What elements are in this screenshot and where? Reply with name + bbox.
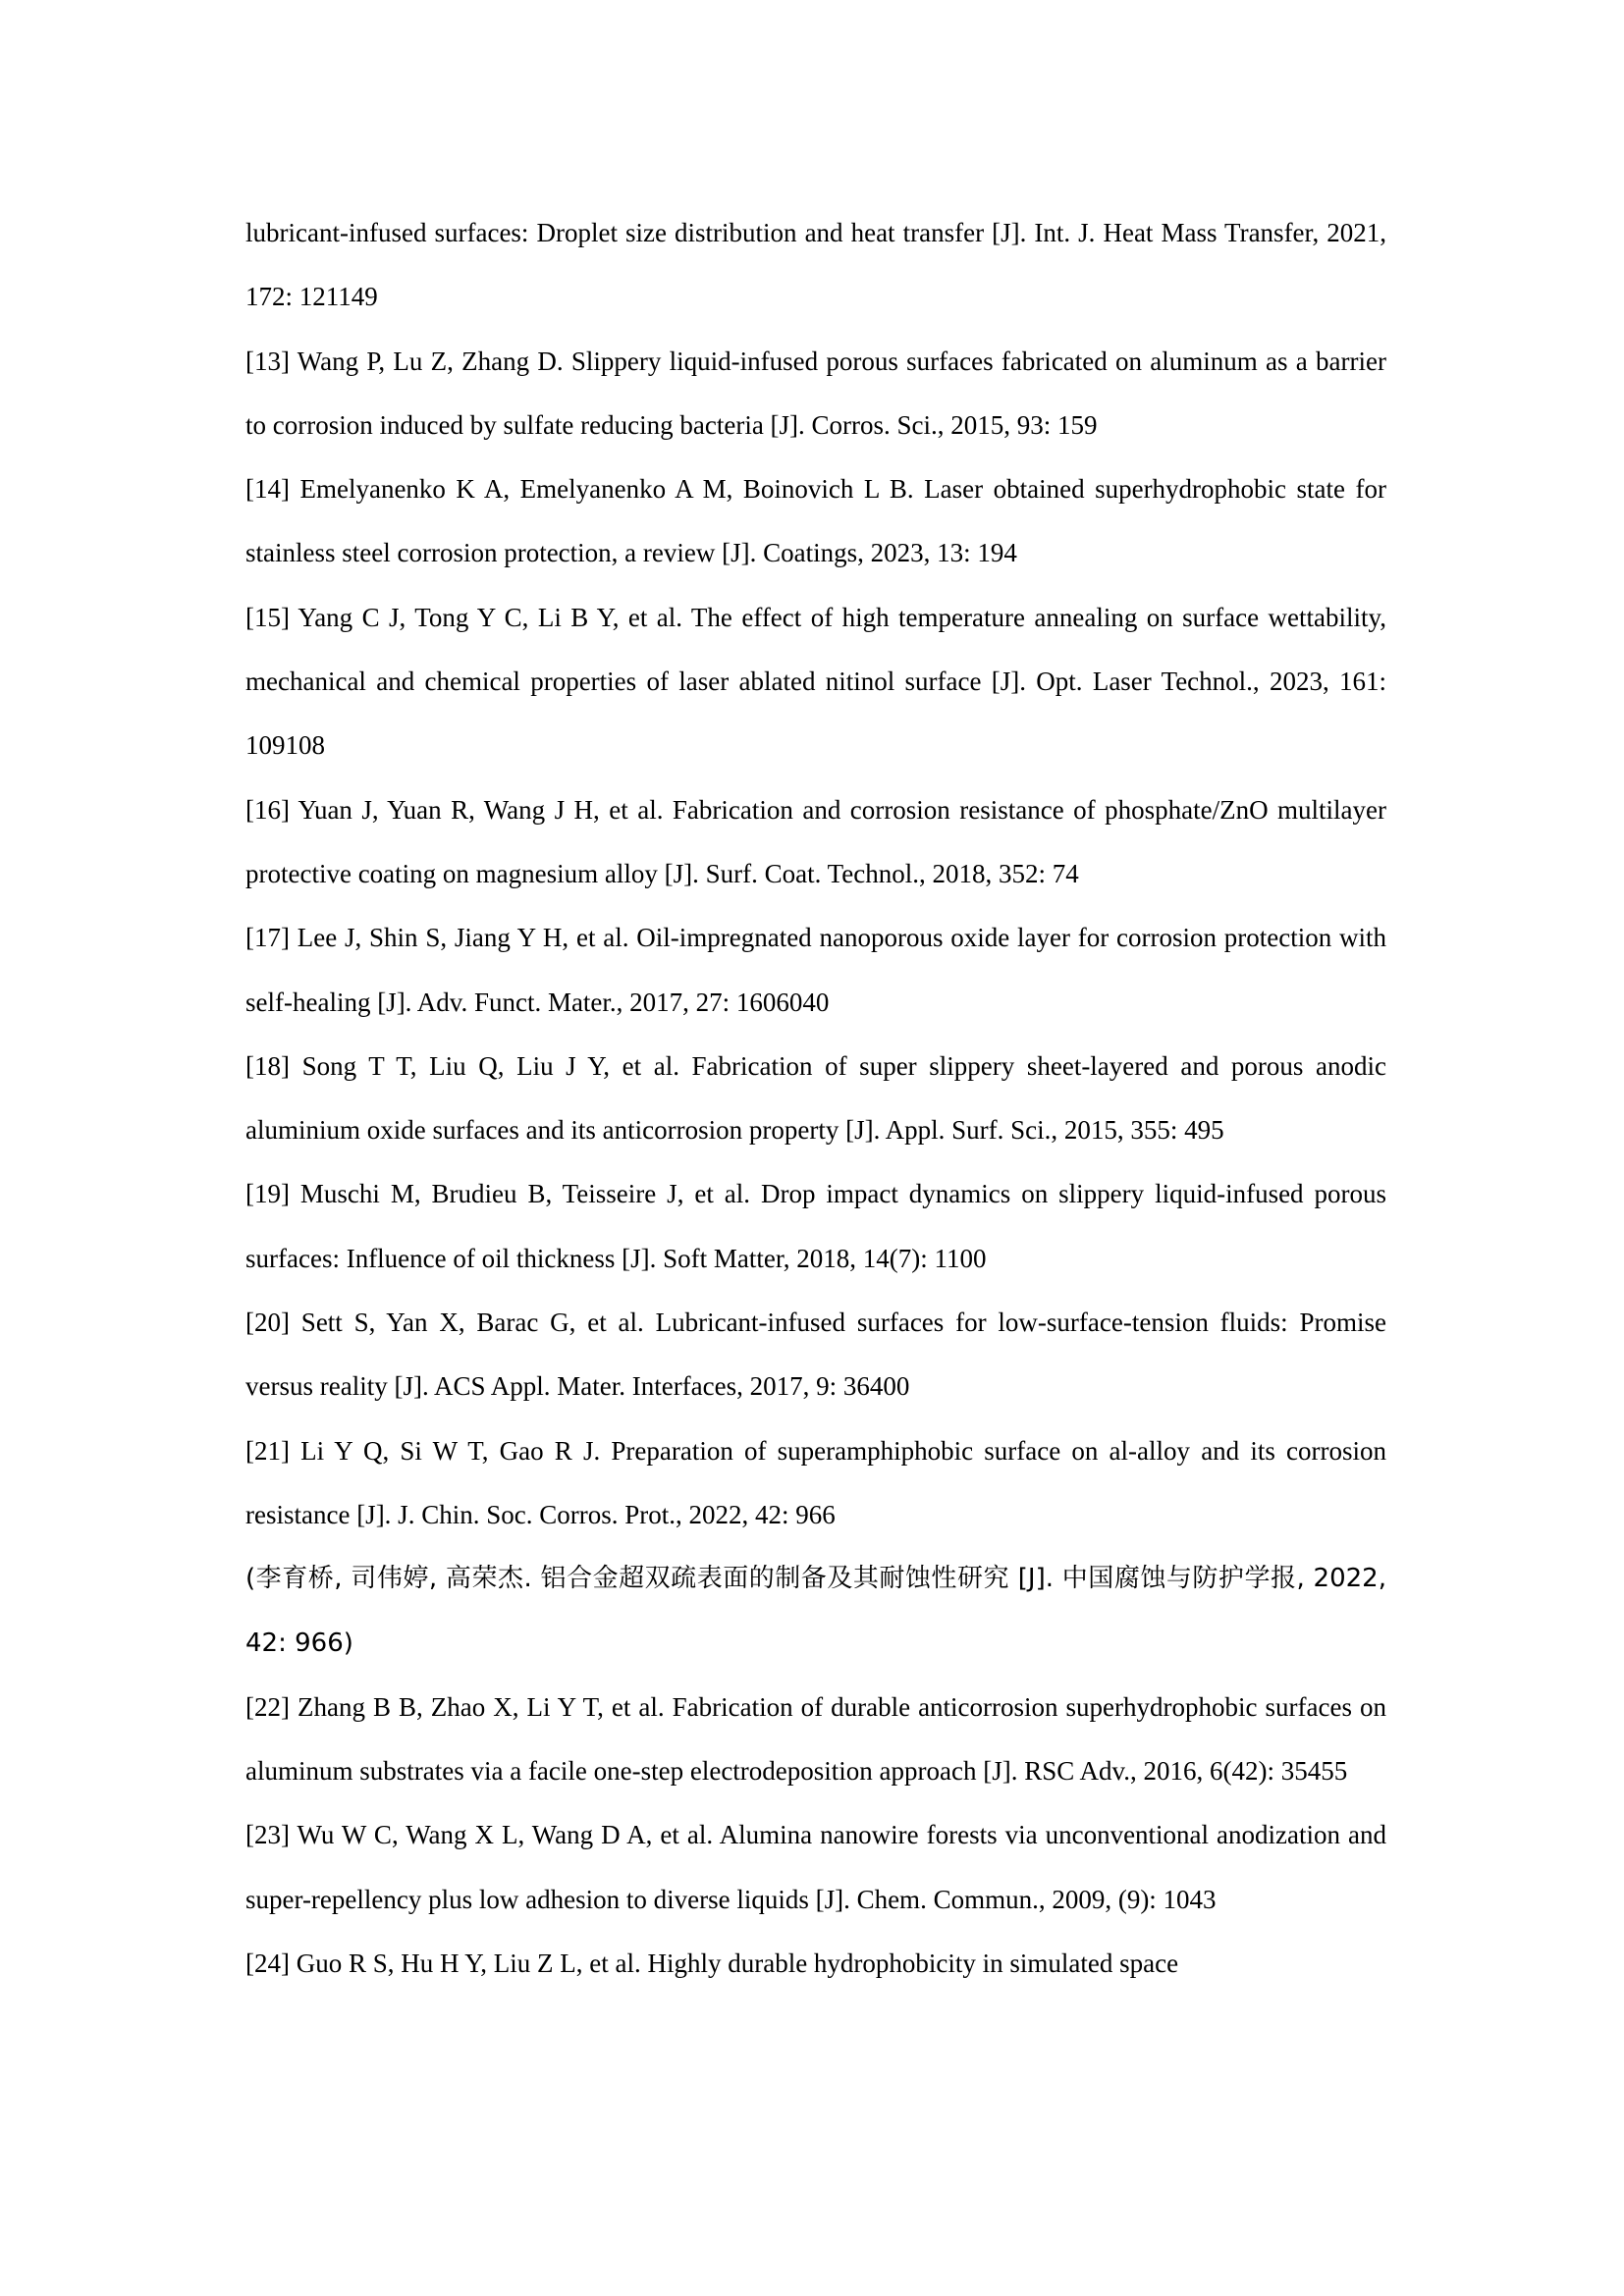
reference-item-19: [19] Muschi M, Brudieu B, Teisseire J, et al. Drop impact dynamics on slippery liquid-infused porous surfaces: Influence of oil thickness [J]. Soft Matter, 2018, 14(7): 1100 (245, 1179, 1386, 1273)
reference-item-13: [13] Wang P, Lu Z, Zhang D. Slippery liquid-infused porous surfaces fabricated on aluminum as a barrier to corrosion induced by sulfate reducing bacteria [J]. Corros. Sci., 2015, 93: 159 (245, 346, 1386, 440)
reference-item-12-continued: lubricant-infused surfaces: Droplet size distribution and heat transfer [J]. Int. J. Heat Mass Transfer, 2021, 172: 121149 (245, 218, 1386, 312)
reference-item-22: [22] Zhang B B, Zhao X, Li Y T, et al. Fabrication of durable anticorrosion superhydrophobic surfaces on aluminum substrates via a facile one-step electrodeposition approach [J]. RSC Adv., 2016, 6(42): 35455 (245, 1691, 1386, 1787)
reference-item-15: [15] Yang C J, Tong Y C, Li B Y, et al. The effect of high temperature annealing on surface wettability, mechanical and chemical properties of laser ablated nitinol surface [J]. Opt. Laser Technol., 2023, 161: 109108 (245, 602, 1386, 761)
reference-item-18: [18] Song T T, Liu Q, Liu J Y, et al. Fabrication of super slippery sheet-layered and porous anodic aluminium oxide surfaces and its anticorrosion property [J]. Appl. Surf. Sci., 2015, 355: 495 (245, 1050, 1386, 1146)
reference-list (245, 201, 1386, 1996)
reference-item-14: [14] Emelyanenko K A, Emelyanenko A M, Boinovich L B. Laser obtained superhydrophobic state for stainless steel corrosion protection, a review [J]. Coatings, 2023, 13: 194 (245, 474, 1386, 568)
reference-item-24: [24] Guo R S, Hu H Y, Liu Z L, et al. Highly durable hydrophobicity in simulated space (245, 1949, 1179, 1979)
reference-item-21-chinese: (李育桥, 司伟婷, 高荣杰. 铝合金超双疏表面的制备及其耐蚀性研究 [J]. 中国腐蚀与防护学报, 2022, 42: 966) (245, 1564, 1386, 1658)
reference-item-20: [20] Sett S, Yan X, Barac G, et al. Lubricant-infused surfaces for low-surface-tension fluids: Promise versus reality [J]. ACS Appl. Mater. Interfaces, 2017, 9: 36400 (245, 1308, 1386, 1402)
reference-item-23: [23] Wu W C, Wang X L, Wang D A, et al. Alumina nanowire forests via unconventional anodization and super-repellency plus low adhesion to diverse liquids [J]. Chem. Commun., 2009, (9): 1043 (245, 1820, 1386, 1914)
reference-item-21: [21] Li Y Q, Si W T, Gao R J. Preparation of superamphiphobic surface on al-alloy and its corrosion resistance [J]. J. Chin. Soc. Corros. Prot., 2022, 42: 966 (245, 1435, 1386, 1529)
reference-item-17: [17] Lee J, Shin S, Jiang Y H, et al. Oil-impregnated nanoporous oxide layer for corrosion protection with self-healing [J]. Adv. Funct. Mater., 2017, 27: 1606040 (245, 923, 1386, 1017)
reference-item-16: [16] Yuan J, Yuan R, Wang J H, et al. Fabrication and corrosion resistance of phosphate/ZnO multilayer protective coating on magnesium alloy [J]. Surf. Coat. Technol., 2018, 352: 74 (245, 794, 1386, 888)
